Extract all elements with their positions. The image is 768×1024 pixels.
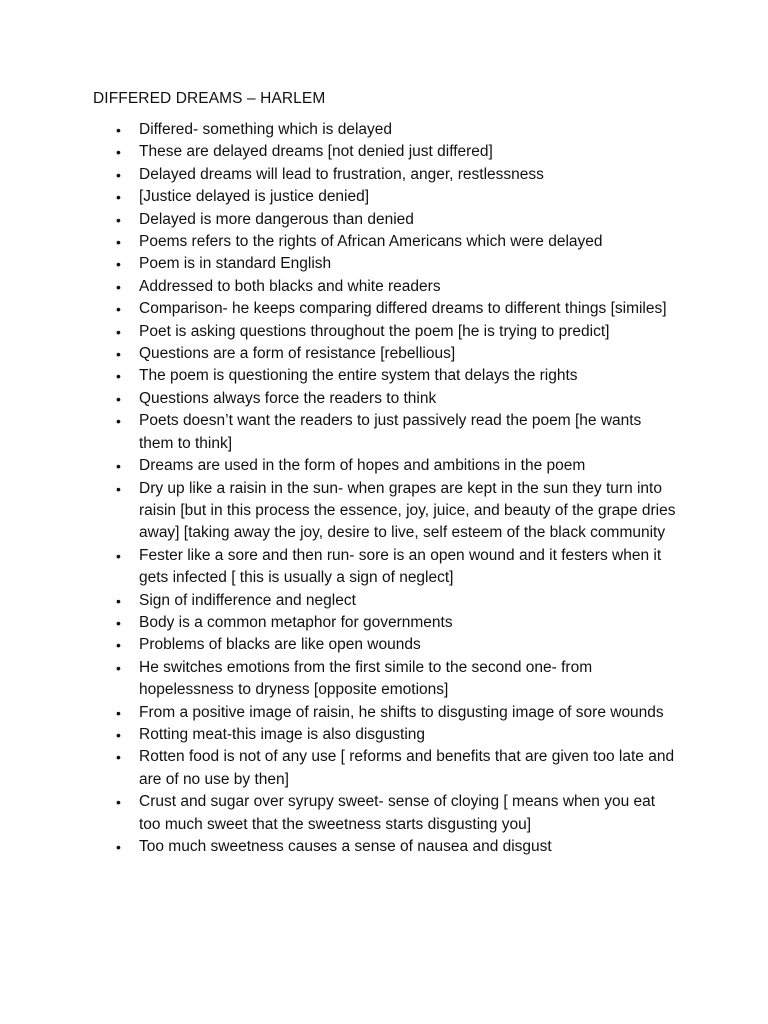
- list-item: [116, 321, 676, 343]
- list-item-text: Crust and sugar over syrupy sweet- sense of cloying [ means when you eat too much sweet that the sweetness starts disgusting you]: [139, 793, 656, 833]
- bullet-icon: •: [116, 189, 121, 206]
- list-item-text: Comparison- he keeps comparing differed dreams to different things [similes]: [139, 300, 667, 318]
- bullet-icon: •: [116, 301, 121, 318]
- bullet-icon: •: [116, 794, 121, 811]
- bullet-icon: •: [116, 166, 121, 183]
- bullet-icon: •: [116, 368, 121, 385]
- list-item: [116, 746, 676, 791]
- list-item-text: He switches emotions from the first simile to the second one- from hopelessness to dryness [opposite emotions]: [139, 658, 593, 699]
- bullet-icon: •: [116, 211, 121, 228]
- bullet-icon: •: [116, 704, 121, 721]
- list-item: [116, 253, 676, 275]
- list-item-text: Poem is in standard English: [139, 255, 332, 273]
- list-item-text: Poems refers to the rights of African Americans which were delayed: [139, 233, 603, 251]
- list-item: [116, 388, 676, 410]
- list-item: [116, 164, 676, 186]
- list-item-text: Too much sweetness causes a sense of nausea and disgust: [139, 838, 552, 855]
- bullet-icon: •: [116, 614, 121, 631]
- list-item-text: Dreams are used in the form of hopes and ambitions in the poem: [139, 457, 586, 475]
- bullet-icon: •: [116, 278, 121, 295]
- bullet-list: [116, 119, 676, 858]
- list-item: [116, 478, 676, 545]
- list-item-text: [Justice delayed is justice denied]: [139, 188, 370, 206]
- list-item-text: Questions always force the readers to think: [139, 389, 437, 407]
- list-item-text: Rotten food is not of any use [ reforms and benefits that are given too late and are of no use by then]: [139, 748, 675, 788]
- bullet-icon: •: [116, 659, 121, 676]
- bullet-icon: •: [116, 346, 121, 363]
- list-item-text: Questions are a form of resistance [rebellious]: [139, 345, 456, 363]
- list-item-text: Problems of blacks are like open wounds: [139, 636, 421, 654]
- list-item: [116, 343, 676, 365]
- bullet-icon: •: [116, 726, 121, 743]
- list-item: [116, 545, 676, 590]
- bullet-icon: •: [116, 122, 121, 138]
- list-item: [116, 657, 676, 702]
- list-item: [116, 590, 676, 612]
- list-item: [116, 634, 676, 656]
- list-item-text: Poets doesn’t want the readers to just passively read the poem [he wants them to think]: [139, 412, 642, 452]
- bullet-icon: •: [116, 749, 121, 766]
- list-item: [116, 231, 676, 253]
- list-item: [116, 186, 676, 208]
- document-title: DIFFERED DREAMS – HARLEM: [93, 90, 326, 107]
- bullet-icon: •: [116, 547, 121, 564]
- list-item-text: Dry up like a raisin in the sun- when grapes are kept in the sun they turn into raisin [but in this process the essence, joy, juice, and beauty of the grape dries away] [taking away the joy, desire to live, self esteem of the black community: [139, 479, 676, 542]
- list-item-text: Body is a common metaphor for governments: [139, 613, 453, 631]
- list-item: [116, 612, 676, 634]
- list-item: [116, 724, 676, 746]
- list-item: [116, 298, 676, 320]
- list-item: [116, 455, 676, 477]
- bullet-icon: •: [116, 458, 121, 475]
- bullet-icon: •: [116, 144, 121, 161]
- list-item-text: The poem is questioning the entire system that delays the rights: [139, 367, 578, 385]
- bullet-icon: •: [116, 839, 121, 855]
- list-item-text: Delayed dreams will lead to frustration, anger, restlessness: [139, 165, 544, 183]
- list-item: [116, 119, 676, 141]
- list-item-text: Differed- something which is delayed: [139, 121, 393, 138]
- list-item: [116, 410, 676, 455]
- list-item-text: Delayed is more dangerous than denied: [139, 210, 414, 228]
- list-item: [116, 836, 676, 858]
- bullet-icon: •: [116, 234, 121, 251]
- bullet-icon: •: [116, 637, 121, 654]
- bullet-icon: •: [116, 323, 121, 340]
- list-item-text: Rotting meat-this image is also disgusting: [139, 725, 426, 743]
- bullet-icon: •: [116, 592, 121, 609]
- list-item: [116, 791, 676, 836]
- list-item-text: Addressed to both blacks and white readers: [139, 277, 441, 295]
- bullet-icon: •: [116, 256, 121, 273]
- list-item-text: Fester like a sore and then run- sore is an open wound and it festers when it gets infected [ this is usually a sign of neglect]: [139, 546, 662, 587]
- list-item: [116, 141, 676, 163]
- list-item-text: Sign of indifference and neglect: [139, 591, 356, 609]
- list-item-text: These are delayed dreams [not denied just differed]: [139, 143, 493, 161]
- bullet-icon: •: [116, 413, 121, 430]
- bullet-icon: •: [116, 390, 121, 407]
- list-item: [116, 276, 676, 298]
- list-item-text: Poet is asking questions throughout the poem [he is trying to predict]: [139, 322, 610, 340]
- list-item: [116, 209, 676, 231]
- list-item: [116, 365, 676, 387]
- bullet-icon: •: [116, 480, 121, 497]
- list-item: [116, 702, 676, 724]
- list-item-text: From a positive image of raisin, he shifts to disgusting image of sore wounds: [139, 703, 664, 721]
